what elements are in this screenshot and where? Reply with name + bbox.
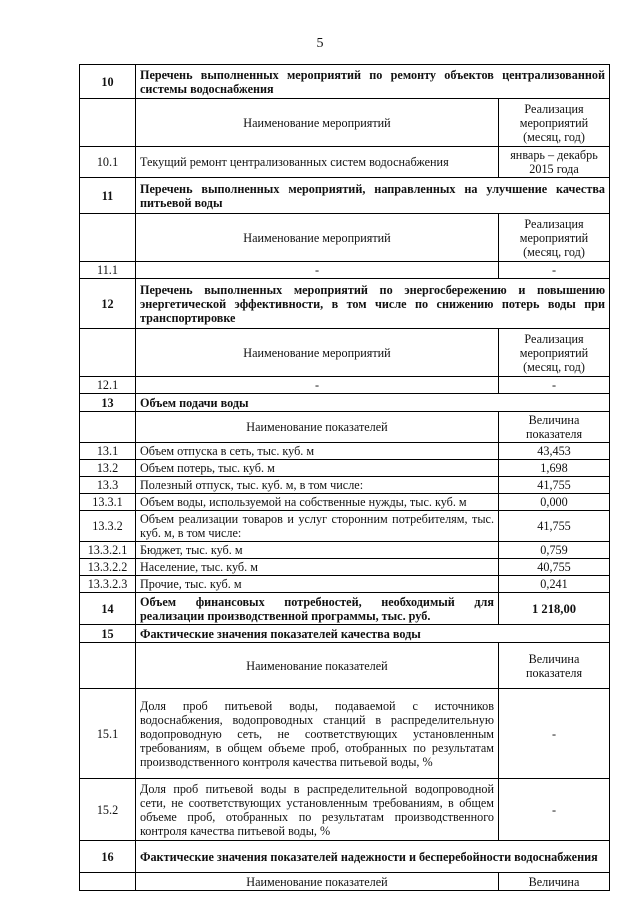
table-row — [80, 643, 610, 689]
empty-cell — [80, 214, 136, 262]
table-row — [80, 214, 610, 262]
table-row — [80, 511, 610, 542]
row-number: 15.1 — [80, 689, 136, 779]
section-title: Фактические значения показателей надежности и бесперебойности водоснабжения — [136, 841, 610, 873]
table-row — [80, 178, 610, 214]
column-header-name: Наименование показателей — [136, 412, 499, 443]
column-header-name: Наименование показателей — [136, 643, 499, 689]
table-row — [80, 593, 610, 625]
section-title: Перечень выполненных мероприятий, направленных на улучшение качества питьевой воды — [136, 178, 610, 214]
section-number: 16 — [80, 841, 136, 873]
row-value: 1 218,00 — [499, 593, 610, 625]
row-value: - — [499, 689, 610, 779]
table-row — [80, 873, 610, 891]
row-label: Бюджет, тыс. куб. м — [136, 542, 499, 559]
row-value: - — [499, 377, 610, 394]
section-number: 11 — [80, 178, 136, 214]
empty-cell — [80, 329, 136, 377]
section-number: 12 — [80, 279, 136, 329]
table-row — [80, 443, 610, 460]
row-label: Объем потерь, тыс. куб. м — [136, 460, 499, 477]
section-title: Объем подачи воды — [136, 394, 610, 412]
empty-cell — [80, 873, 136, 891]
table-row — [80, 99, 610, 147]
column-header-value: Величина — [499, 873, 610, 891]
row-label: Текущий ремонт централизованных систем водоснабжения — [136, 147, 499, 178]
empty-cell — [80, 99, 136, 147]
row-label: Доля проб питьевой воды, подаваемой с источников водоснабжения, водопроводных станций в распределительную водопроводную сеть, не соответствующих установленным требованиям, в общем объеме проб, отобранных по результатам производственного контроля качества питьевой воды, % — [136, 689, 499, 779]
row-value: январь – декабрь 2015 года — [499, 147, 610, 178]
section-number: 13 — [80, 394, 136, 412]
column-header-name: Наименование мероприятий — [136, 214, 499, 262]
row-value: 1,698 — [499, 460, 610, 477]
row-value: 0,241 — [499, 576, 610, 593]
empty-cell — [80, 412, 136, 443]
section-title: Перечень выполненных мероприятий по энергосбережению и повышению энергетической эффективности, в том числе по снижению потерь воды при транспортировке — [136, 279, 610, 329]
row-value: 41,755 — [499, 477, 610, 494]
section-title: Фактические значения показателей качества воды — [136, 625, 610, 643]
empty-cell — [80, 643, 136, 689]
table-row — [80, 394, 610, 412]
column-header-value: Величина показателя — [499, 643, 610, 689]
table-row — [80, 841, 610, 873]
column-header-name: Наименование мероприятий — [136, 99, 499, 147]
row-label: Объем реализации товаров и услуг сторонним потребителям, тыс. куб. м, в том числе: — [136, 511, 499, 542]
table-row — [80, 559, 610, 576]
table-row — [80, 625, 610, 643]
row-number: 12.1 — [80, 377, 136, 394]
table-row — [80, 494, 610, 511]
program-table — [79, 64, 610, 891]
column-header-value: Реализация мероприятий (месяц, год) — [499, 329, 610, 377]
row-value: 0,759 — [499, 542, 610, 559]
row-label: Полезный отпуск, тыс. куб. м, в том числе: — [136, 477, 499, 494]
table-row — [80, 262, 610, 279]
row-number: 13.2 — [80, 460, 136, 477]
column-header-value: Величина показателя — [499, 412, 610, 443]
table-row — [80, 477, 610, 494]
row-number: 13.3.2.2 — [80, 559, 136, 576]
table-row — [80, 542, 610, 559]
table-row — [80, 147, 610, 178]
row-number: 13.3.1 — [80, 494, 136, 511]
table-row — [80, 779, 610, 841]
row-number: 13.1 — [80, 443, 136, 460]
row-number: 13.3.2.3 — [80, 576, 136, 593]
row-label: Объем финансовых потребностей, необходимый для реализации производственной программы, тыс. руб. — [136, 593, 499, 625]
row-label: - — [136, 262, 499, 279]
row-value: 41,755 — [499, 511, 610, 542]
column-header-name: Наименование мероприятий — [136, 329, 499, 377]
row-number: 13.3.2 — [80, 511, 136, 542]
table-row — [80, 689, 610, 779]
table-row — [80, 65, 610, 99]
row-label: Объем отпуска в сеть, тыс. куб. м — [136, 443, 499, 460]
table-row — [80, 576, 610, 593]
section-number: 15 — [80, 625, 136, 643]
row-label: Объем воды, используемой на собственные нужды, тыс. куб. м — [136, 494, 499, 511]
row-number: 11.1 — [80, 262, 136, 279]
row-label: Доля проб питьевой воды в распределительной водопроводной сети, не соответствующих установленным требованиям, в общем объеме проб, отобранных по результатам производственного контроля качества питьевой воды, % — [136, 779, 499, 841]
row-value: 43,453 — [499, 443, 610, 460]
row-label: - — [136, 377, 499, 394]
row-value: 0,000 — [499, 494, 610, 511]
section-title: Перечень выполненных мероприятий по ремонту объектов централизованной системы водоснабжения — [136, 65, 610, 99]
column-header-name: Наименование показателей — [136, 873, 499, 891]
table-row — [80, 412, 610, 443]
table-row — [80, 460, 610, 477]
row-label: Население, тыс. куб. м — [136, 559, 499, 576]
row-number: 13.3 — [80, 477, 136, 494]
column-header-value: Реализация мероприятий (месяц, год) — [499, 214, 610, 262]
row-value: 40,755 — [499, 559, 610, 576]
page-number: 5 — [316, 36, 324, 51]
table-row — [80, 279, 610, 329]
table-row — [80, 329, 610, 377]
table-row — [80, 377, 610, 394]
row-number: 13.3.2.1 — [80, 542, 136, 559]
row-value: - — [499, 262, 610, 279]
row-value: - — [499, 779, 610, 841]
column-header-value: Реализация мероприятий (месяц, год) — [499, 99, 610, 147]
row-number: 14 — [80, 593, 136, 625]
row-number: 15.2 — [80, 779, 136, 841]
row-label: Прочие, тыс. куб. м — [136, 576, 499, 593]
section-number: 10 — [80, 65, 136, 99]
row-number: 10.1 — [80, 147, 136, 178]
